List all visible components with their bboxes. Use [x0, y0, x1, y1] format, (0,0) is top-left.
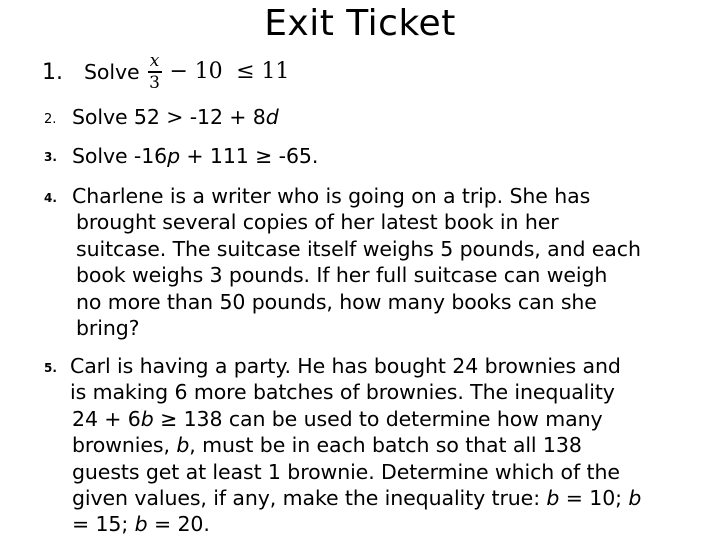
text-line: suitcase. The suitcase itself weighs 5 pounds, and each	[76, 236, 641, 261]
fraction	[148, 52, 162, 92]
question-text	[72, 104, 692, 130]
question-text	[72, 143, 692, 169]
text-part: , must be in each batch so that all 138	[189, 433, 582, 458]
question-number: 5.	[44, 361, 57, 375]
text-part: = 10;	[559, 486, 629, 511]
text-part: brownies,	[72, 433, 177, 458]
variable: b	[546, 486, 560, 511]
fraction-denominator: 3	[149, 72, 160, 93]
text-line: Charlene is a writer who is going on a trip. She has	[72, 184, 591, 208]
text-line	[70, 432, 690, 458]
question-3	[30, 143, 690, 171]
variable: b	[628, 486, 642, 511]
text-part: 24 + 6	[72, 406, 141, 431]
question-2	[30, 104, 690, 132]
question-text-part: Solve -16	[72, 144, 168, 168]
question-text	[72, 183, 692, 341]
question-4	[30, 183, 690, 343]
question-number: 2.	[44, 112, 57, 127]
question-5	[30, 353, 690, 538]
text-line	[70, 511, 690, 537]
text-part: given values, if any, make the inequality true:	[72, 486, 547, 511]
question-text	[84, 52, 704, 92]
variable: b	[134, 512, 148, 537]
question-number: 1.	[42, 60, 63, 85]
question-number: 3.	[44, 150, 57, 164]
variable: d	[265, 105, 279, 129]
inequality-rest: − 10 ≤ 11	[169, 58, 290, 84]
fraction-numerator: x	[149, 51, 160, 71]
question-text-part: + 111 ≥ -65.	[180, 144, 319, 168]
text-line: no more than 50 pounds, how many books can she	[76, 289, 597, 314]
question-text	[70, 353, 690, 538]
text-line	[70, 485, 690, 511]
question-1	[30, 52, 690, 96]
text-line: brought several copies of her latest book in her	[76, 210, 559, 235]
text-line: is making 6 more batches of brownies. The inequality	[70, 380, 615, 405]
text-line: guests get at least 1 brownie. Determine which of the	[72, 459, 620, 484]
variable: b	[176, 433, 190, 458]
question-text-part: Solve 52 > -12 + 8	[72, 105, 266, 129]
variable: b	[140, 406, 154, 431]
text-line	[70, 406, 690, 432]
variable: p	[167, 144, 181, 168]
text-part: = 20.	[147, 512, 210, 537]
text-part: ≥ 138 can be used to determine how many	[153, 406, 603, 431]
page-title: Exit Ticket	[264, 3, 456, 44]
text-line: book weighs 3 pounds. If her full suitcase can weigh	[76, 263, 608, 288]
text-line: Carl is having a party. He has bought 24 brownies and	[70, 354, 621, 378]
text-line: bring?	[76, 316, 140, 341]
solve-label: Solve	[84, 59, 140, 84]
question-number: 4.	[44, 191, 57, 205]
text-part: = 15;	[72, 512, 135, 537]
